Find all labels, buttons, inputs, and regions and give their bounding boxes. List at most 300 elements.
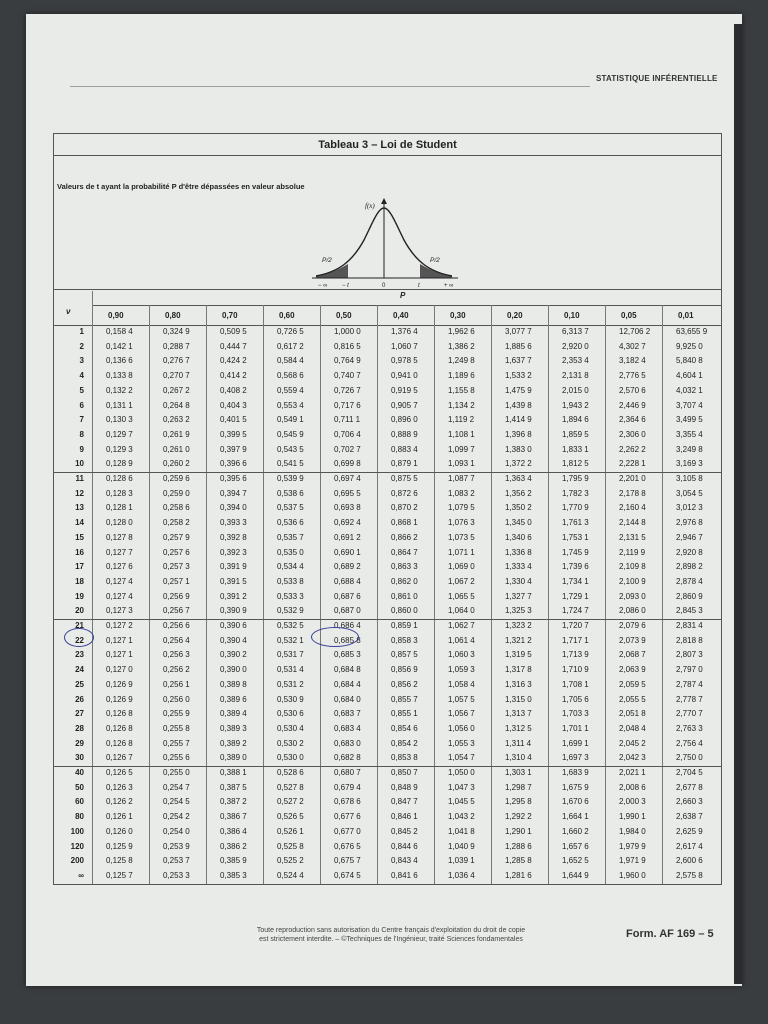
t-value-cell: 0,126 2 xyxy=(106,797,133,807)
t-value-cell: 1,290 1 xyxy=(505,826,532,836)
t-value-cell: 2,638 7 xyxy=(676,812,703,822)
t-value-cell: 0,394 7 xyxy=(220,488,247,498)
t-value-cell: 2,306 0 xyxy=(619,429,646,439)
t-value-cell: 0,131 1 xyxy=(106,400,133,410)
t-value-cell: 0,541 5 xyxy=(277,459,304,469)
t-value-cell: 2,262 2 xyxy=(619,444,646,454)
t-value-cell: 1,050 0 xyxy=(448,768,475,777)
t-value-cell: 0,684 4 xyxy=(334,679,361,689)
t-value-cell: 2,353 4 xyxy=(562,356,589,366)
t-value-cell: 0,843 4 xyxy=(391,856,418,866)
t-value-cell: 1,189 6 xyxy=(448,371,475,381)
t-value-cell: 1,333 4 xyxy=(505,562,532,572)
t-value-cell: 0,888 9 xyxy=(391,429,418,439)
t-value-cell: 2,021 1 xyxy=(619,768,646,777)
t-value-cell: 2,898 2 xyxy=(676,562,703,572)
t-value-cell: 0,126 8 xyxy=(106,738,133,748)
t-value-cell: 1,108 1 xyxy=(448,429,475,439)
figure-area xyxy=(54,156,721,290)
t-value-cell: 1,664 1 xyxy=(562,812,589,822)
t-value-cell: 2,086 0 xyxy=(619,606,646,616)
t-value-cell: 0,846 1 xyxy=(391,812,418,822)
tick-zero: 0 xyxy=(382,283,386,288)
t-value-cell: 0,568 6 xyxy=(277,371,304,381)
t-value-cell: 2,068 7 xyxy=(619,650,646,660)
t-value-cell: 0,896 0 xyxy=(391,415,418,425)
t-value-cell: 0,545 9 xyxy=(277,429,304,439)
t-value-cell: 1,675 9 xyxy=(562,782,589,792)
t-value-cell: 2,797 0 xyxy=(676,665,703,675)
t-value-cell: 1,062 7 xyxy=(448,621,475,630)
t-value-cell: 0,267 2 xyxy=(163,385,190,395)
t-value-cell: 1,795 9 xyxy=(562,474,589,483)
t-value-cell: 0,126 1 xyxy=(106,812,133,822)
t-value-cell: 0,390 2 xyxy=(220,650,247,660)
nu-value: 20 xyxy=(75,606,84,616)
p2-left-label: P/2 xyxy=(322,257,332,264)
t-value-cell: 2,778 7 xyxy=(676,694,703,704)
t-value-cell: 2,976 8 xyxy=(676,518,703,528)
t-value-cell: 0,386 4 xyxy=(220,826,247,836)
t-value-cell: 2,131 8 xyxy=(562,371,589,381)
t-value-cell: 0,848 9 xyxy=(391,782,418,792)
t-value-cell: 1,990 1 xyxy=(619,812,646,822)
t-value-cell: 0,535 0 xyxy=(277,547,304,557)
t-value-cell: 0,255 7 xyxy=(163,738,190,748)
nu-value: 5 xyxy=(79,385,84,395)
nu-value: 3 xyxy=(79,356,84,366)
t-value-cell: 0,870 2 xyxy=(391,503,418,513)
t-value-cell: 1,061 4 xyxy=(448,635,475,645)
p-header-rule xyxy=(92,305,721,306)
t-value-cell: 0,697 4 xyxy=(334,474,361,483)
t-value-cell: 0,684 8 xyxy=(334,665,361,675)
p-value-header: 0,80 xyxy=(165,311,181,320)
t-value-cell: 0,255 0 xyxy=(163,768,190,777)
t-value-cell: 1,979 9 xyxy=(619,841,646,851)
t-value-cell: 0,387 2 xyxy=(220,797,247,807)
t-value-cell: 0,905 7 xyxy=(391,400,418,410)
t-value-cell: 1,288 6 xyxy=(505,841,532,851)
t-value-cell: 0,396 6 xyxy=(220,459,247,469)
t-value-cell: 1,313 7 xyxy=(505,709,532,719)
t-value-cell: 1,710 9 xyxy=(562,665,589,675)
t-value-cell: 1,249 8 xyxy=(448,356,475,366)
fx-label: f(x) xyxy=(365,202,375,210)
t-value-cell: 0,256 7 xyxy=(163,606,190,616)
nu-value: 6 xyxy=(79,400,84,410)
t-value-cell: 0,978 5 xyxy=(391,356,418,366)
t-value-cell: 0,685 8 xyxy=(334,635,361,645)
nu-value: 14 xyxy=(75,518,84,528)
t-value-cell: 0,264 8 xyxy=(163,400,190,410)
t-value-cell: 2,845 3 xyxy=(676,606,703,616)
t-value-cell: 0,683 4 xyxy=(334,723,361,733)
t-value-cell: 0,883 4 xyxy=(391,444,418,454)
t-value-cell: 1,000 0 xyxy=(334,327,361,336)
t-value-cell: 0,847 7 xyxy=(391,797,418,807)
t-value-cell: 2,144 8 xyxy=(619,518,646,528)
t-value-cell: 0,856 9 xyxy=(391,665,418,675)
t-value-cell: 0,686 4 xyxy=(334,621,361,630)
t-value-cell: 0,390 0 xyxy=(220,665,247,675)
t-value-cell: 0,127 8 xyxy=(106,532,133,542)
t-value-cell: 0,263 2 xyxy=(163,415,190,425)
t-value-cell: 1,303 1 xyxy=(505,768,532,777)
t-value-cell: 0,855 1 xyxy=(391,709,418,719)
t-value-cell: 4,604 1 xyxy=(676,371,703,381)
t-value-cell: 0,385 3 xyxy=(220,870,247,880)
t-value-cell: 0,128 1 xyxy=(106,503,133,513)
t-value-cell: 0,685 3 xyxy=(334,650,361,660)
t-value-cell: 2,756 4 xyxy=(676,738,703,748)
t-value-cell: 0,532 5 xyxy=(277,621,304,630)
t-value-cell: 1,155 8 xyxy=(448,385,475,395)
t-value-cell: 1,315 0 xyxy=(505,694,532,704)
nu-value: 19 xyxy=(75,591,84,601)
nu-value: 50 xyxy=(75,782,84,792)
t-value-cell: 0,256 1 xyxy=(163,679,190,689)
t-value-cell: 0,856 2 xyxy=(391,679,418,689)
t-value-cell: 0,394 0 xyxy=(220,503,247,513)
t-value-cell: 2,000 3 xyxy=(619,797,646,807)
t-value-cell: 0,864 7 xyxy=(391,547,418,557)
nu-value: 2 xyxy=(79,341,84,351)
t-value-cell: 2,063 9 xyxy=(619,665,646,675)
t-value-cell: 1,943 2 xyxy=(562,400,589,410)
p2-right-label: P/2 xyxy=(430,257,440,264)
t-value-cell: 2,776 5 xyxy=(619,371,646,381)
t-value-cell: 2,878 4 xyxy=(676,576,703,586)
t-value-cell: 1,705 6 xyxy=(562,694,589,704)
t-value-cell: 0,532 1 xyxy=(277,635,304,645)
t-value-cell: 0,126 8 xyxy=(106,723,133,733)
nu-value: 22 xyxy=(75,635,84,645)
p-value-header: 0,50 xyxy=(336,311,352,320)
t-value-cell: 0,875 5 xyxy=(391,474,418,483)
t-value-cell: 4,302 7 xyxy=(619,341,646,351)
t-value-cell: 1,065 5 xyxy=(448,591,475,601)
t-value-cell: 1,386 2 xyxy=(448,341,475,351)
t-value-cell: 0,127 3 xyxy=(106,606,133,616)
t-value-cell: 0,257 9 xyxy=(163,532,190,542)
t-value-cell: 0,256 3 xyxy=(163,650,190,660)
t-value-cell: 0,129 7 xyxy=(106,429,133,439)
t-value-cell: 0,127 2 xyxy=(106,621,133,630)
t-value-cell: 0,872 6 xyxy=(391,488,418,498)
t-value-cell: 2,178 8 xyxy=(619,488,646,498)
t-value-cell: 3,105 8 xyxy=(676,474,703,483)
nu-value: 29 xyxy=(75,738,84,748)
t-value-cell: 1,340 6 xyxy=(505,532,532,542)
t-value-cell: 2,860 9 xyxy=(676,591,703,601)
t-value-cell: 1,984 0 xyxy=(619,826,646,836)
hand-drawn-circle-5 xyxy=(64,628,94,647)
t-value-cell: 1,717 1 xyxy=(562,635,589,645)
student-table xyxy=(53,133,722,885)
t-value-cell: 0,390 9 xyxy=(220,606,247,616)
t-value-cell: 1,739 6 xyxy=(562,562,589,572)
t-value-cell: 1,059 3 xyxy=(448,665,475,675)
t-value-cell: 1,734 1 xyxy=(562,576,589,586)
t-value-cell: 1,720 7 xyxy=(562,621,589,630)
nu-value: 25 xyxy=(75,679,84,689)
t-value-cell: 0,584 4 xyxy=(277,356,304,366)
nu-value: 11 xyxy=(75,474,84,483)
t-value-cell: 0,128 0 xyxy=(106,518,133,528)
t-value-cell: 0,128 3 xyxy=(106,488,133,498)
t-value-cell: 0,386 7 xyxy=(220,812,247,822)
t-value-cell: 1,069 0 xyxy=(448,562,475,572)
t-value-cell: 1,644 9 xyxy=(562,870,589,880)
t-value-cell: 0,392 3 xyxy=(220,547,247,557)
t-value-cell: 0,254 2 xyxy=(163,812,190,822)
t-value-cell: 2,364 6 xyxy=(619,415,646,425)
t-value-cell: 0,525 8 xyxy=(277,841,304,851)
t-value-cell: 3,355 4 xyxy=(676,429,703,439)
group-separator xyxy=(54,766,721,767)
t-value-cell: 2,048 4 xyxy=(619,723,646,733)
t-value-cell: 0,531 7 xyxy=(277,650,304,660)
t-value-cell: 2,600 6 xyxy=(676,856,703,866)
t-value-cell: 1,041 8 xyxy=(448,826,475,836)
tick-t: t xyxy=(418,283,420,288)
p-value-header: 0,05 xyxy=(621,311,637,320)
t-value-cell: 0,858 3 xyxy=(391,635,418,645)
t-value-cell: 0,677 0 xyxy=(334,826,361,836)
t-value-cell: 1,058 4 xyxy=(448,679,475,689)
t-value-cell: 0,539 9 xyxy=(277,474,304,483)
p-value-header: 0,40 xyxy=(393,311,409,320)
t-value-cell: 0,133 8 xyxy=(106,371,133,381)
t-value-cell: 2,787 4 xyxy=(676,679,703,689)
t-value-cell: 0,126 8 xyxy=(106,709,133,719)
t-value-cell: 3,077 7 xyxy=(505,327,532,336)
t-value-cell: 0,389 8 xyxy=(220,679,247,689)
t-value-cell: 1,699 1 xyxy=(562,738,589,748)
t-value-cell: 1,064 0 xyxy=(448,606,475,616)
t-value-cell: 1,670 6 xyxy=(562,797,589,807)
t-value-cell: 0,553 4 xyxy=(277,400,304,410)
t-value-cell: 2,617 4 xyxy=(676,841,703,851)
t-value-cell: 0,816 5 xyxy=(334,341,361,351)
t-value-cell: 0,690 1 xyxy=(334,547,361,557)
t-value-cell: 5,840 8 xyxy=(676,356,703,366)
t-value-cell: 1,054 7 xyxy=(448,753,475,763)
t-value-cell: 0,393 3 xyxy=(220,518,247,528)
t-value-cell: 0,125 9 xyxy=(106,841,133,851)
t-value-cell: 1,073 5 xyxy=(448,532,475,542)
t-value-cell: 2,015 0 xyxy=(562,385,589,395)
tick-minus-t: − t xyxy=(342,283,349,288)
t-value-cell: 0,125 7 xyxy=(106,870,133,880)
nu-value: 26 xyxy=(75,694,84,704)
t-value-cell: 0,533 3 xyxy=(277,591,304,601)
t-value-cell: 0,260 2 xyxy=(163,459,190,469)
t-value-cell: 0,868 1 xyxy=(391,518,418,528)
t-value-cell: 3,249 8 xyxy=(676,444,703,454)
t-value-cell: 0,389 0 xyxy=(220,753,247,763)
t-value-cell: 1,055 3 xyxy=(448,738,475,748)
t-value-cell: 2,079 6 xyxy=(619,621,646,630)
nu-value: 27 xyxy=(75,709,84,719)
column-rule xyxy=(491,305,492,884)
t-value-cell: 1,319 5 xyxy=(505,650,532,660)
column-rule xyxy=(548,305,549,884)
t-value-cell: 1,345 0 xyxy=(505,518,532,528)
p-value-header: 0,30 xyxy=(450,311,466,320)
t-value-cell: 0,527 2 xyxy=(277,797,304,807)
t-value-cell: 0,863 3 xyxy=(391,562,418,572)
t-value-cell: 0,617 2 xyxy=(277,341,304,351)
t-value-cell: 0,127 6 xyxy=(106,562,133,572)
t-value-cell: 0,130 3 xyxy=(106,415,133,425)
p-value-header: 0,20 xyxy=(507,311,523,320)
t-value-cell: 0,255 9 xyxy=(163,709,190,719)
t-value-cell: 0,680 7 xyxy=(334,768,361,777)
t-value-cell: 1,057 5 xyxy=(448,694,475,704)
p-value-header: 0,01 xyxy=(678,311,694,320)
t-value-cell: 2,704 5 xyxy=(676,768,703,777)
y-axis-arrow xyxy=(381,198,387,204)
t-value-cell: 0,136 6 xyxy=(106,356,133,366)
t-value-cell: 0,841 6 xyxy=(391,870,418,880)
t-value-cell: 2,446 9 xyxy=(619,400,646,410)
table-title: Tableau 3 – Loi de Student xyxy=(54,134,721,156)
nu-value: 8 xyxy=(79,429,84,439)
t-value-cell: 0,531 2 xyxy=(277,679,304,689)
t-value-cell: 0,253 7 xyxy=(163,856,190,866)
t-value-cell: 0,531 4 xyxy=(277,665,304,675)
t-value-cell: 1,119 2 xyxy=(448,415,475,425)
t-value-cell: 0,691 2 xyxy=(334,532,361,542)
nu-value: 30 xyxy=(75,753,84,763)
t-value-cell: 0,257 1 xyxy=(163,576,190,586)
footer-line-2: est strictement interdite. – ©Techniques de l'Ingénieur, traité Sciences fondamentales xyxy=(259,936,523,943)
nu-value: 4 xyxy=(79,371,84,381)
t-value-cell: 0,683 7 xyxy=(334,709,361,719)
t-value-cell: 0,126 3 xyxy=(106,782,133,792)
t-value-cell: 2,807 3 xyxy=(676,650,703,660)
t-value-cell: 1,533 2 xyxy=(505,371,532,381)
t-value-cell: 0,392 8 xyxy=(220,532,247,542)
t-value-cell: 3,499 5 xyxy=(676,415,703,425)
column-rule xyxy=(149,305,150,884)
t-value-cell: 1,701 1 xyxy=(562,723,589,733)
t-value-cell: 0,391 5 xyxy=(220,576,247,586)
t-value-cell: 1,298 7 xyxy=(505,782,532,792)
t-value-cell: 0,726 5 xyxy=(277,327,304,336)
t-value-cell: 0,127 0 xyxy=(106,665,133,675)
p-value-header: 0,90 xyxy=(108,311,124,320)
t-value-cell: 0,860 0 xyxy=(391,606,418,616)
t-value-cell: 0,854 2 xyxy=(391,738,418,748)
t-value-cell: 0,395 6 xyxy=(220,474,247,483)
t-value-cell: 1,356 2 xyxy=(505,488,532,498)
t-value-cell: 0,256 9 xyxy=(163,591,190,601)
nu-value: 16 xyxy=(75,547,84,557)
t-value-cell: 0,844 6 xyxy=(391,841,418,851)
t-value-cell: 2,660 3 xyxy=(676,797,703,807)
t-value-cell: 0,678 6 xyxy=(334,797,361,807)
t-value-cell: 0,524 4 xyxy=(277,870,304,880)
form-reference: Form. AF 169 – 5 xyxy=(626,928,714,940)
t-value-cell: 0,845 2 xyxy=(391,826,418,836)
t-value-cell: 1,439 8 xyxy=(505,400,532,410)
t-value-cell: 0,532 9 xyxy=(277,606,304,616)
t-value-cell: 0,255 8 xyxy=(163,723,190,733)
t-value-cell: 0,543 5 xyxy=(277,444,304,454)
t-value-cell: 0,132 2 xyxy=(106,385,133,395)
nu-value: 28 xyxy=(75,723,84,733)
t-value-cell: 1,363 4 xyxy=(505,474,532,483)
density-curve-figure xyxy=(308,196,468,288)
nu-value: 18 xyxy=(75,576,84,586)
t-value-cell: 0,127 7 xyxy=(106,547,133,557)
t-value-cell: 0,559 4 xyxy=(277,385,304,395)
nu-value: 12 xyxy=(75,488,84,498)
t-value-cell: 1,885 6 xyxy=(505,341,532,351)
t-value-cell: 1,350 2 xyxy=(505,503,532,513)
t-value-cell: 0,866 2 xyxy=(391,532,418,542)
t-value-cell: 0,538 6 xyxy=(277,488,304,498)
t-value-cell: 1,657 6 xyxy=(562,841,589,851)
t-value-cell: 0,399 5 xyxy=(220,429,247,439)
t-value-cell: 1,414 9 xyxy=(505,415,532,425)
t-value-cell: 0,288 7 xyxy=(163,341,190,351)
t-value-cell: 0,919 5 xyxy=(391,385,418,395)
t-value-cell: 1,071 1 xyxy=(448,547,475,557)
t-value-cell: 1,076 3 xyxy=(448,518,475,528)
t-value-cell: 1,660 2 xyxy=(562,826,589,836)
t-value-cell: 2,750 0 xyxy=(676,753,703,763)
t-value-cell: 1,336 8 xyxy=(505,547,532,557)
t-value-cell: 0,683 0 xyxy=(334,738,361,748)
t-value-cell: 3,169 3 xyxy=(676,459,703,469)
column-rule xyxy=(605,305,606,884)
p-value-header: 0,70 xyxy=(222,311,238,320)
t-value-cell: 0,676 5 xyxy=(334,841,361,851)
t-value-cell: 6,313 7 xyxy=(562,327,589,336)
t-value-cell: 0,254 7 xyxy=(163,782,190,792)
column-rule xyxy=(92,291,93,884)
nu-value: 1 xyxy=(79,327,84,336)
t-value-cell: 1,782 3 xyxy=(562,488,589,498)
t-value-cell: 0,693 8 xyxy=(334,503,361,513)
t-value-cell: 0,711 1 xyxy=(334,415,361,425)
t-value-cell: 0,536 6 xyxy=(277,518,304,528)
t-value-cell: 3,182 4 xyxy=(619,356,646,366)
t-value-cell: 2,920 8 xyxy=(676,547,703,557)
group-separator xyxy=(54,472,721,473)
t-value-cell: 0,726 7 xyxy=(334,385,361,395)
column-rule xyxy=(206,305,207,884)
header-rule xyxy=(70,86,590,87)
nu-value: 17 xyxy=(75,562,84,572)
t-value-cell: 0,764 9 xyxy=(334,356,361,366)
nu-value: 100 xyxy=(70,826,84,836)
t-value-cell: 1,060 7 xyxy=(391,341,418,351)
t-value-cell: 0,128 6 xyxy=(106,474,133,483)
t-value-cell: 0,537 5 xyxy=(277,503,304,513)
t-value-cell: 0,270 7 xyxy=(163,371,190,381)
t-value-cell: 2,100 9 xyxy=(619,576,646,586)
t-value-cell: 0,397 9 xyxy=(220,444,247,454)
t-value-cell: 2,946 7 xyxy=(676,532,703,542)
t-value-cell: 0,385 9 xyxy=(220,856,247,866)
t-value-cell: 1,036 4 xyxy=(448,870,475,880)
t-value-cell: 0,408 2 xyxy=(220,385,247,395)
